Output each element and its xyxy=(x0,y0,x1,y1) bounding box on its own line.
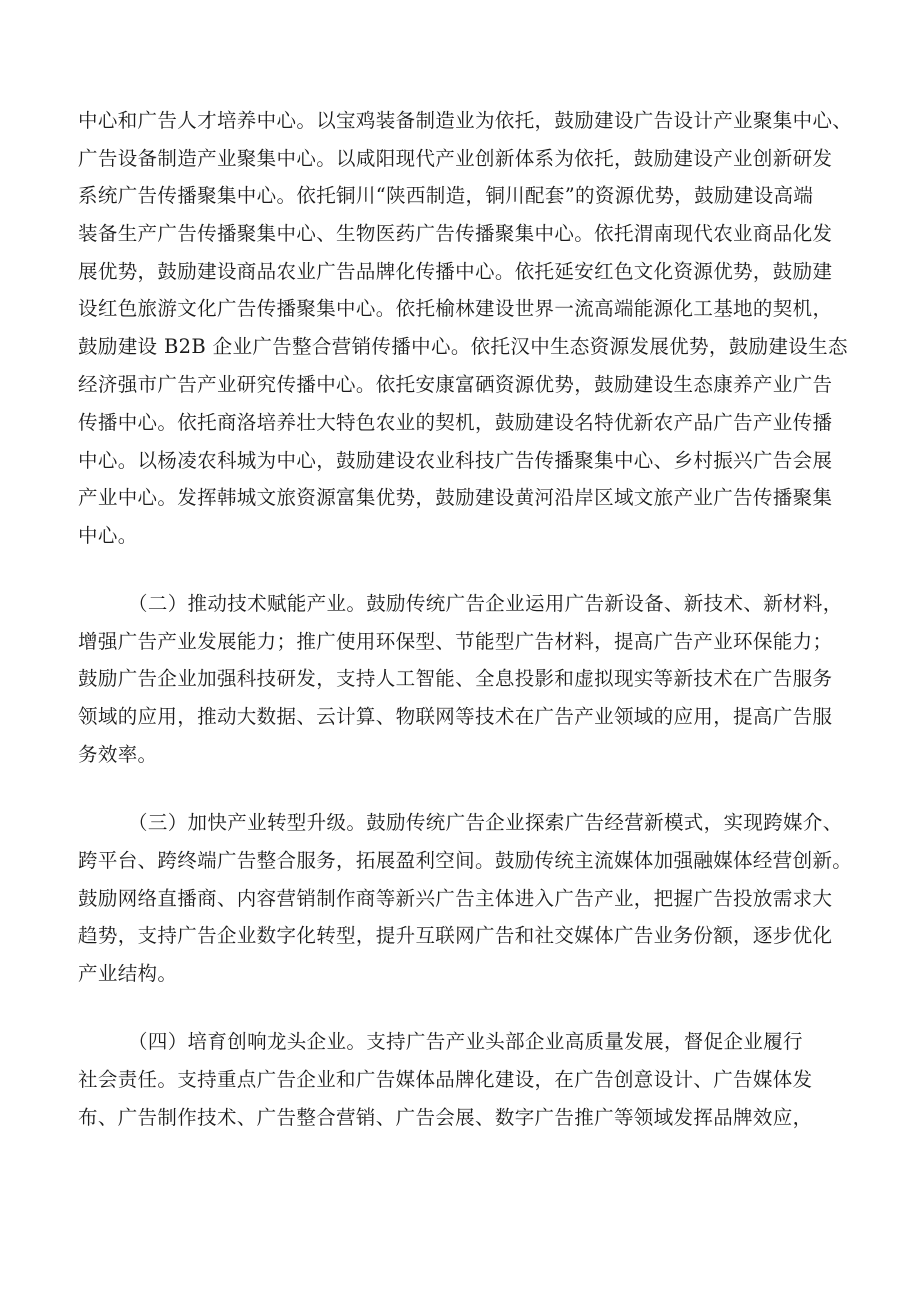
text-line: 趋势，支持广告企业数字化转型，提升互联网广告和社交媒体广告业务份额，逐步优化 xyxy=(78,924,833,947)
text-line: 系统广告传播聚集中心。依托铜川“陕西制造，铜川配套”的资源优势，鼓励建设高端 xyxy=(78,184,814,207)
text-line: 展优势，鼓励建设商品农业广告品牌化传播中心。依托延安红色文化资源优势，鼓励建 xyxy=(78,260,833,283)
text-line: 领域的应用，推动大数据、云计算、物联网等技术在广告产业领域的应用，提高广告服 xyxy=(78,705,833,728)
text-line: 社会责任。支持重点广告企业和广告媒体品牌化建设，在广告创意设计、广告媒体发 xyxy=(78,1068,813,1091)
text-line: 中心。 xyxy=(78,524,138,547)
text-line: 鼓励建设 B2B 企业广告整合营销传播中心。依托汉中生态资源发展优势，鼓励建设生态 xyxy=(78,335,848,358)
text-line: 广告设备制造产业聚集中心。以咸阳现代产业创新体系为依托，鼓励建设产业创新研发 xyxy=(78,147,833,170)
text-line: （二）推动技术赋能产业。鼓励传统广告企业运用广告新设备、新技术、新材料， xyxy=(128,592,843,615)
text-line: 中心。以杨凌农科城为中心，鼓励建设农业科技广告传播聚集中心、乡村振兴广告会展 xyxy=(78,449,833,472)
text-line: 产业结构。 xyxy=(78,962,178,985)
text-line: 产业中心。发挥韩城文旅资源富集优势，鼓励建设黄河沿岸区域文旅产业广告传播聚集 xyxy=(78,486,833,509)
text-line: 鼓励网络直播商、内容营销制作商等新兴广告主体进入广告产业，把握广告投放需求大 xyxy=(78,887,833,910)
text-line: 务效率。 xyxy=(78,743,158,766)
text-line: 设红色旅游文化广告传播聚集中心。依托榆林建设世界一流高端能源化工基地的契机， xyxy=(78,297,833,320)
text-line: 鼓励广告企业加强科技研发，支持人工智能、全息投影和虚拟现实等新技术在广告服务 xyxy=(78,667,833,690)
text-line: （三）加快产业转型升级。鼓励传统广告企业探索广告经营新模式，实现跨媒介、 xyxy=(128,811,843,834)
text-line: （四）培育创响龙头企业。支持广告产业头部企业高质量发展，督促企业履行 xyxy=(128,1030,803,1053)
text-line: 传播中心。依托商洛培养壮大特色农业的契机，鼓励建设名特优新农产品广告产业传播 xyxy=(78,411,833,434)
text-line: 布、广告制作技术、广告整合营销、广告会展、数字广告推广等领域发挥品牌效应， xyxy=(78,1106,813,1129)
text-line: 跨平台、跨终端广告整合服务，拓展盈利空间。鼓励传统主流媒体加强融媒体经营创新。 xyxy=(78,849,853,872)
text-line: 装备生产广告传播聚集中心、生物医药广告传播聚集中心。依托渭南现代农业商品化发 xyxy=(78,222,833,245)
text-line: 经济强市广告产业研究传播中心。依托安康富硒资源优势，鼓励建设生态康养产业广告 xyxy=(78,373,833,396)
text-line: 增强广告产业发展能力；推广使用环保型、节能型广告材料，提高广告产业环保能力； xyxy=(78,630,833,653)
text-line: 中心和广告人才培养中心。以宝鸡装备制造业为依托，鼓励建设广告设计产业聚集中心、 xyxy=(78,109,853,132)
